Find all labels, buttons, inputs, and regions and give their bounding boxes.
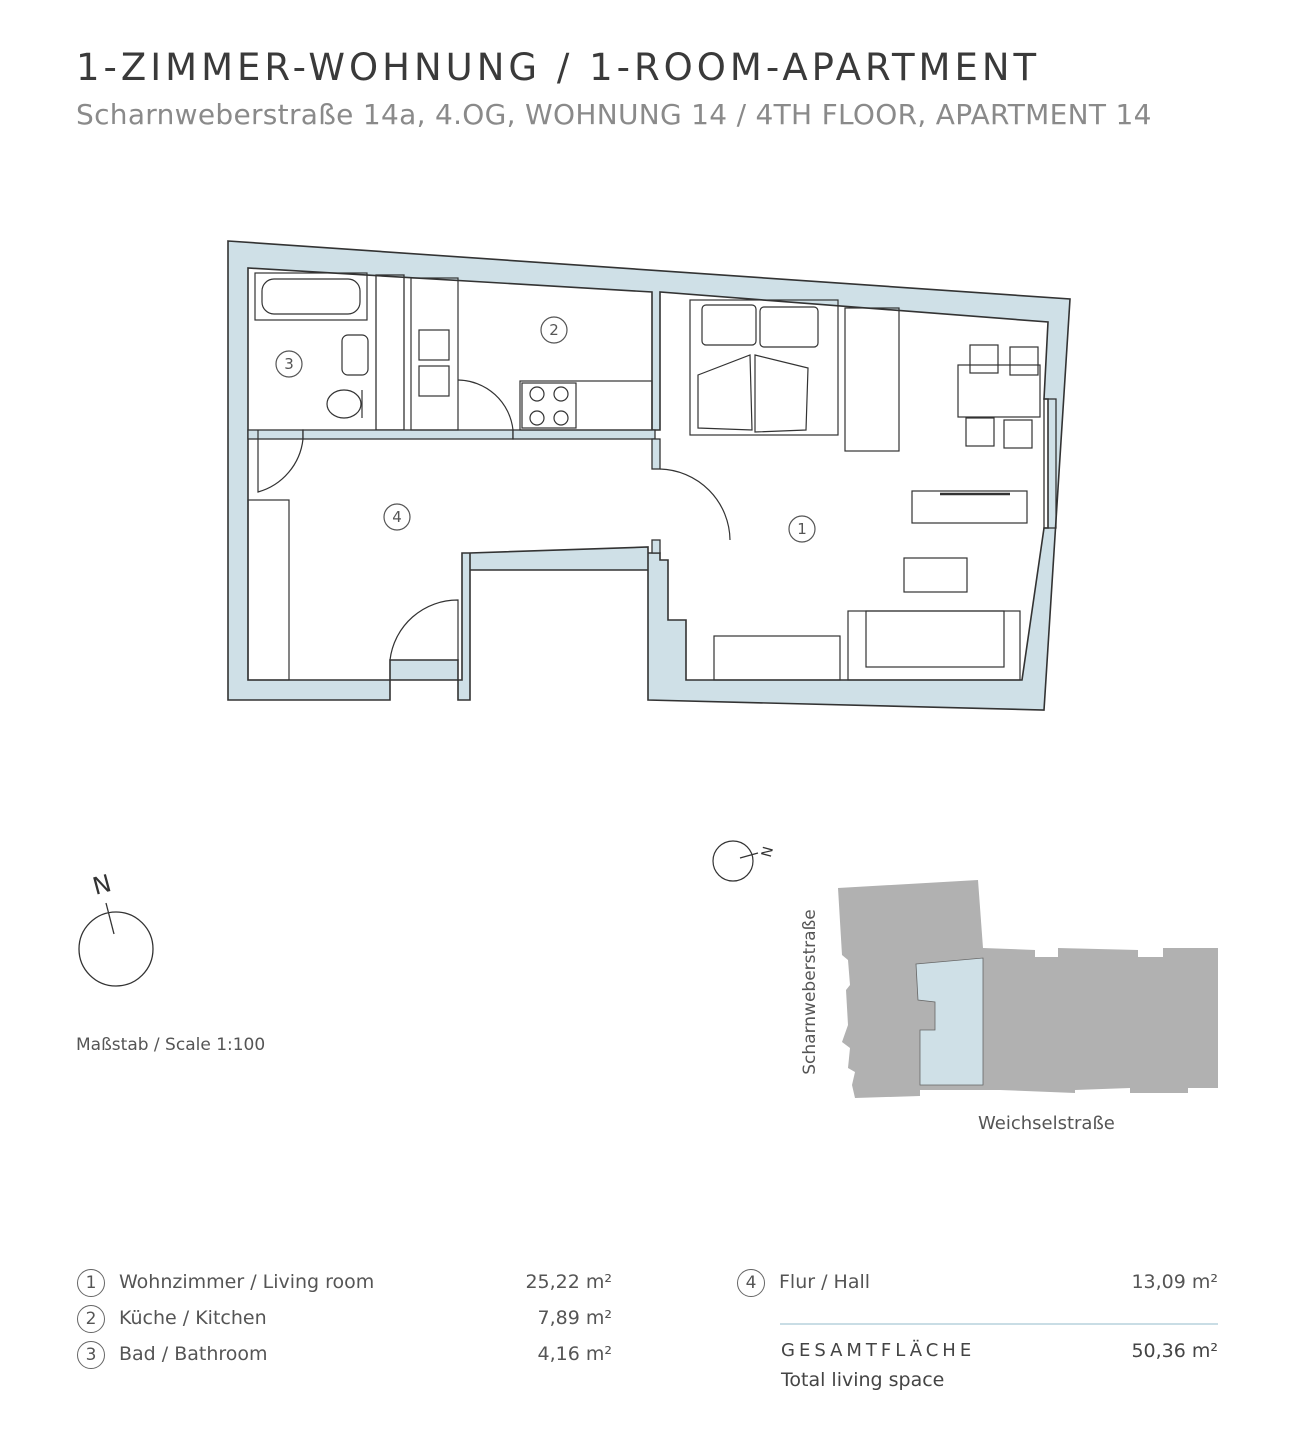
north-label: N <box>89 869 115 901</box>
stove-counter <box>520 381 652 430</box>
marker-1-label: 1 <box>797 520 807 538</box>
pillow-right <box>760 307 818 347</box>
sofa-seat <box>866 611 1004 667</box>
marker-3-label: 3 <box>284 355 294 373</box>
page-subtitle: Scharnweberstraße 14a, 4.OG, WOHNUNG 14 / 4TH FLOOR, APARTMENT 14 <box>76 98 1152 131</box>
bathtub <box>255 273 367 320</box>
pillow-left <box>702 305 756 345</box>
legend-num: 1 <box>77 1269 105 1297</box>
legend-label: Flur / Hall <box>779 1271 871 1293</box>
outer-walls <box>228 241 1070 710</box>
legend-num: 4 <box>737 1269 765 1297</box>
living-furniture <box>248 300 1040 680</box>
total-sublabel: Total living space <box>781 1369 945 1391</box>
wardrobe <box>845 308 899 451</box>
kitchen-wall <box>513 430 655 439</box>
bath-wall <box>248 430 303 439</box>
legend-label: Küche / Kitchen <box>119 1307 267 1329</box>
marker-4-label: 4 <box>392 508 402 526</box>
legend-row-1 <box>77 1269 612 1297</box>
kitchen-sink <box>419 330 449 360</box>
coffee-table <box>904 558 967 592</box>
building-block <box>838 880 1218 1098</box>
living-wall-bottom <box>652 540 660 553</box>
legend-row-2 <box>77 1305 612 1333</box>
kitchen-fixtures <box>390 278 730 660</box>
total-area: 50,36 m² <box>1131 1340 1218 1362</box>
tv-bench <box>714 636 840 680</box>
legend-area: 7,89 m² <box>537 1307 612 1329</box>
hall-wall <box>303 430 513 439</box>
drainboard <box>419 366 449 396</box>
kitchen-counter <box>411 278 458 430</box>
legend-row-3 <box>77 1341 612 1369</box>
legend-label: Wohnzimmer / Living room <box>119 1271 375 1293</box>
legend-num: 3 <box>77 1341 105 1369</box>
bed <box>690 300 838 435</box>
site-plan <box>713 841 1218 1098</box>
site-north-icon <box>713 841 777 881</box>
total-label: GESAMTFLÄCHE <box>781 1340 976 1361</box>
sideboard <box>912 491 1027 523</box>
sink <box>342 335 368 375</box>
sofa <box>848 611 1020 680</box>
site-north-label: N <box>758 844 778 860</box>
legend-area: 13,09 m² <box>1131 1271 1218 1293</box>
north-arrow-icon <box>79 869 153 986</box>
total-separator <box>780 1323 1218 1325</box>
bathroom-fixtures <box>255 273 368 492</box>
shaft-1 <box>376 275 404 430</box>
page-title: 1-ZIMMER-WOHNUNG / 1-ROOM-APARTMENT <box>76 46 1041 89</box>
legend-area: 4,16 m² <box>537 1343 612 1365</box>
toilet <box>327 390 361 418</box>
scale-text: Maßstab / Scale 1:100 <box>76 1035 266 1055</box>
living-wall-top <box>652 439 660 469</box>
street-horizontal: Weichselstraße <box>978 1113 1115 1134</box>
legend-num: 2 <box>77 1305 105 1333</box>
hall-closet <box>248 500 289 680</box>
legend-label: Bad / Bathroom <box>119 1343 268 1365</box>
legend-area: 25,22 m² <box>525 1271 612 1293</box>
street-vertical: Scharnweberstraße <box>800 909 820 1075</box>
marker-2-label: 2 <box>549 321 559 339</box>
legend-row-4 <box>737 1269 1218 1297</box>
stove <box>522 383 576 428</box>
bathtub-inner <box>262 279 360 314</box>
